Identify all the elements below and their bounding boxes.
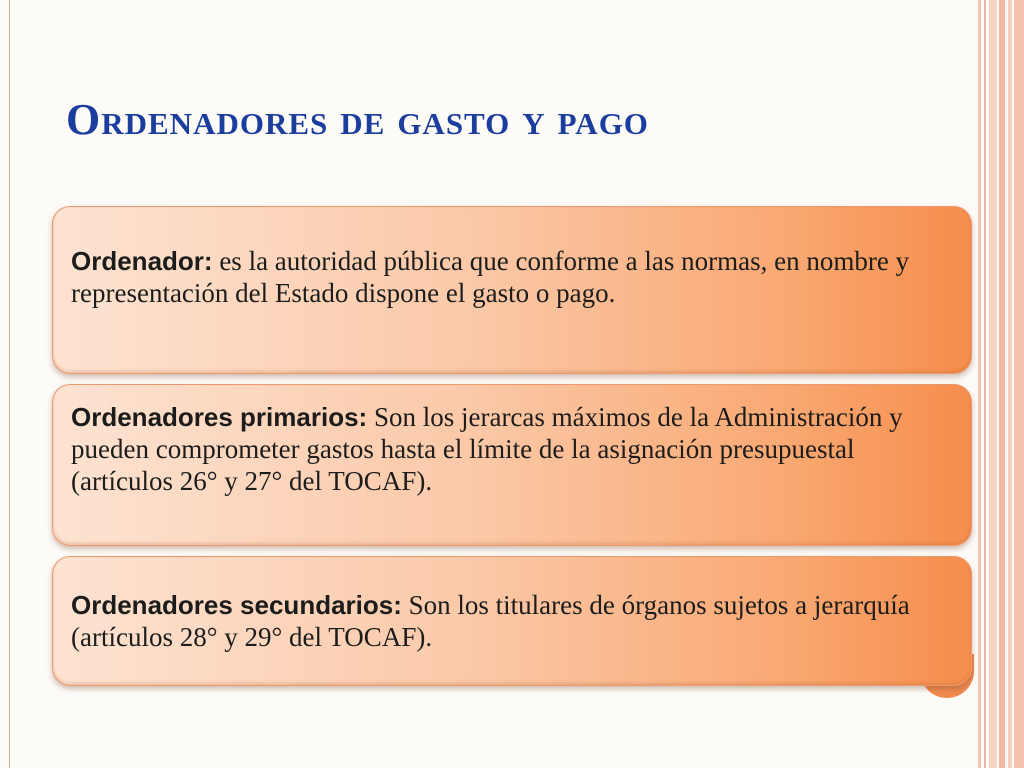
definition-term: Ordenador: — [71, 246, 213, 276]
definition-box-secundarios — [52, 556, 972, 686]
definition-body: Son los jerarcas máximos de la Administración y pueden comprometer gastos hasta el límite de la asignación presupuestal (artículos 26° y 27° del TOCAF). — [71, 402, 903, 496]
definition-body: Son los titulares de órganos sujetos a jerarquía (artículos 28° y 29° del TOCAF). — [71, 590, 910, 652]
right-stripe — [1014, 0, 1024, 768]
definition-text — [71, 589, 931, 653]
definition-box-ordenador — [52, 206, 972, 374]
right-stripe — [989, 0, 997, 768]
definition-term: Ordenadores primarios: — [71, 402, 368, 432]
right-stripe — [978, 0, 981, 768]
definition-body: es la autoridad pública que conforme a las normas, en nombre y representación del Estado dispone el gasto o pago. — [71, 246, 910, 308]
definition-text — [71, 401, 931, 497]
right-stripe — [999, 0, 1005, 768]
right-stripe — [984, 0, 986, 768]
slide-title: Ordenadores de gasto y pago — [66, 95, 649, 144]
definition-box-primarios — [52, 384, 972, 546]
definition-term: Ordenadores secundarios: — [71, 590, 402, 620]
definition-text — [71, 245, 931, 309]
left-border-line — [9, 0, 10, 768]
right-stripe — [1008, 0, 1012, 768]
